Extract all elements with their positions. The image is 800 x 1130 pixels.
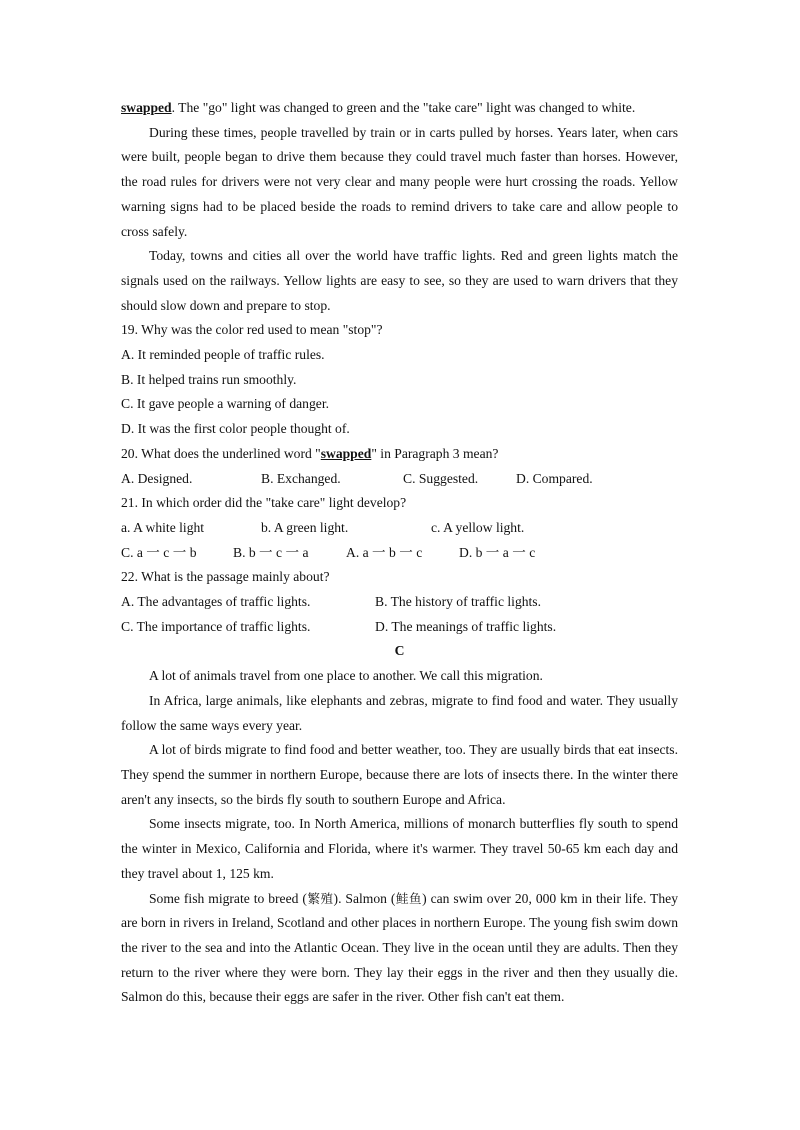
passage-b-paragraph-2: During these times, people travelled by train or in carts pulled by horses. Years later, when cars were built, people began to drive them because they could travel much faster than horses. However, the road rules for drivers were not very clear and many people were hurt crossing the roads. Yellow warning signs had to be placed beside the roads to remind drivers to take care and allow people to cross safely. (121, 124, 678, 239)
question-20-stem (121, 442, 678, 467)
question-20-stem-post: " in Paragraph 3 mean? (371, 445, 499, 461)
passage-c-paragraph-2: In Africa, large animals, like elephants and zebras, migrate to find food and water. They usually follow the same ways every year. (121, 692, 678, 733)
question-21-item-a: a. A white light (121, 519, 205, 535)
question-19-option-c: C. It gave people a warning of danger. (121, 396, 329, 412)
document-content (121, 96, 678, 1010)
question-22-option-c: C. The importance of traffic lights. (121, 618, 311, 634)
question-21-option-3: A. a 一 b 一 c (346, 544, 423, 560)
passage-c-paragraph-4: Some insects migrate, too. In North America, millions of monarch butterflies fly south to spend the winter in Mexico, California and Florida, where it's warmer. They travel 50-65 km each day and they travel about 1, 125 km. (121, 816, 678, 881)
underlined-word-swapped: swapped (121, 100, 172, 115)
question-19-option-d: D. It was the first color people thought of. (121, 421, 350, 437)
question-21-option-2: B. b 一 c 一 a (233, 544, 309, 560)
question-19-option-a: A. It reminded people of traffic rules. (121, 347, 325, 363)
passage-c-heading: C (394, 643, 405, 659)
passage-b-p0-text: . The "go" light was changed to green and the "take care" light was changed to white. (171, 100, 636, 115)
question-22-options-row-2 (121, 615, 678, 640)
question-19-stem: 19. Why was the color red used to mean "stop"? (121, 322, 383, 338)
question-21-options (121, 541, 678, 566)
passage-c-paragraph-5 (121, 887, 678, 1011)
passage-c-p5-part-2: ). Salmon ( (333, 890, 396, 906)
passage-c-paragraph-3: A lot of birds migrate to find food and better weather, too. They are usually birds that eat insects. They spend the summer in northern Europe, because there are lots of insects there. In the winter there aren't any insects, so the birds fly south to southern Europe and Africa. (121, 742, 678, 807)
passage-c-paragraph-1: A lot of animals travel from one place to another. We call this migration. (149, 668, 543, 684)
passage-c-p5-part-1: Some fish migrate to breed ( (149, 890, 307, 906)
question-22-option-b: B. The history of traffic lights. (375, 594, 541, 610)
question-20-options (121, 467, 678, 492)
question-21-item-b: b. A green light. (261, 519, 349, 535)
question-22-stem: 22. What is the passage mainly about? (121, 569, 330, 585)
question-20-option-d: D. Compared. (516, 470, 593, 486)
question-21-items (121, 516, 678, 541)
passage-c-p5-part-3: ) can swim over 20, 000 km in their life. They are born in rivers in Ireland, Scotland and other places in northern Europe. The young fish swim down the river to the sea and into the Atlantic Ocean. They live in the ocean until they are adults. Then they return to the river where they were born. They lay their eggs in the river and then they usually die. Salmon do this, because their eggs are safer in the river. Other fish can't eat them. (121, 890, 678, 1005)
question-22-options-row-1 (121, 590, 678, 615)
question-21-stem: 21. In which order did the "take care" light develop? (121, 495, 407, 511)
chinese-gloss-breed: 繁殖 (306, 890, 334, 906)
passage-b-paragraph-3: Today, towns and cities all over the world have traffic lights. Red and green lights match the signals used on the railways. Yellow lights are easy to see, so they are used to warn drivers that they should slow down and prepare to stop. (121, 248, 678, 313)
question-22-option-a: A. The advantages of traffic lights. (121, 594, 311, 610)
question-20-option-b: B. Exchanged. (261, 470, 341, 486)
chinese-gloss-salmon: 鲑鱼 (395, 890, 423, 906)
question-20-stem-pre: 20. What does the underlined word " (121, 445, 321, 461)
passage-b-paragraph-continued (121, 96, 678, 121)
question-20-underlined-word: swapped (320, 445, 372, 461)
question-22-option-d: D. The meanings of traffic lights. (375, 618, 557, 634)
question-21-option-1: C. a 一 c 一 b (121, 544, 197, 560)
question-21-option-4: D. b 一 a 一 c (459, 544, 536, 560)
question-20-option-a: A. Designed. (121, 470, 193, 486)
question-19-option-b: B. It helped trains run smoothly. (121, 371, 297, 387)
question-21-item-c: c. A yellow light. (431, 519, 525, 535)
question-20-option-c: C. Suggested. (403, 470, 479, 486)
